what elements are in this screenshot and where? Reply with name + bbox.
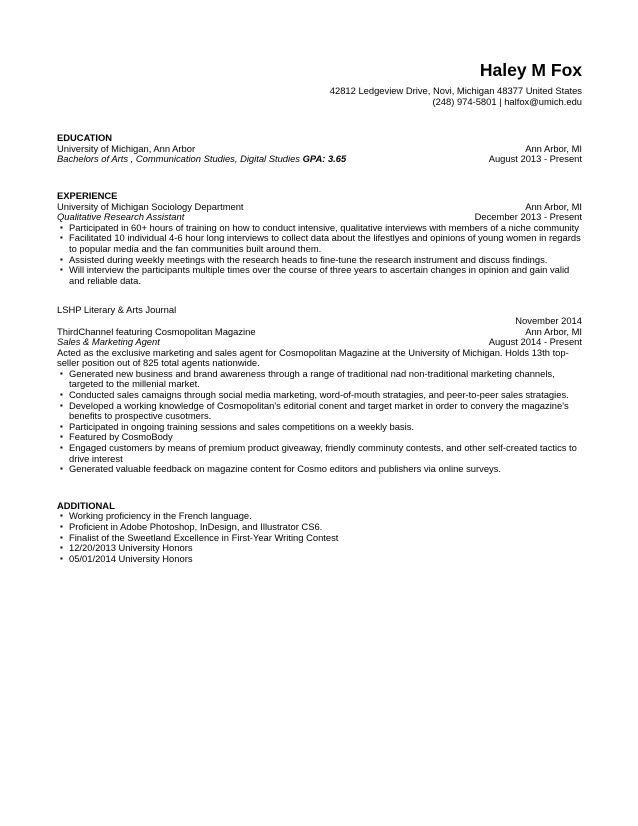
- list-item: ▪ Working proficiency in the French language.: [57, 511, 582, 522]
- list-item: ▪ Generated new business and brand awareness through a range of traditional nad non-traditional marketing channels, targeted to the millenial market.: [57, 369, 582, 390]
- education-heading: EDUCATION: [57, 132, 113, 144]
- school-name: University of Michigan, Ann Arbor: [57, 142, 196, 154]
- experience-heading: EXPERIENCE: [57, 189, 118, 201]
- education-degree-row: [57, 154, 582, 165]
- list-item: ▪ Conducted sales camaigns through social media marketing, word-of-mouth stratagies, and peer-to-peer sales stratagies.: [57, 390, 582, 401]
- lshp-dates: November 2014: [515, 314, 582, 326]
- degree-text: Bachelors of Arts , Communication Studies, Digital Studies: [57, 153, 300, 165]
- list-item: ▪ Developed a working knowledge of Cosmopolitan's editorial conent and target market in order to convery the magazine's benefits to prospective cusotmers.: [57, 401, 582, 422]
- degree-line: [57, 154, 346, 165]
- thirdchannel-org: ThirdChannel featuring Cosmopolitan Magazine: [57, 325, 256, 337]
- job-bullet-list: [57, 223, 582, 287]
- thirdchannel-summary: Acted as the exclusive marketing and sales agent for Cosmopolitan Magazine at the University of Michigan. Holds 13th top-seller position out of 825 total agents nationwide.: [57, 346, 569, 369]
- job-org: University of Michigan Sociology Department: [57, 200, 244, 212]
- job-dates: December 2013 - Present: [474, 211, 582, 223]
- thirdchannel-location: Ann Arbor, MI: [525, 325, 582, 337]
- list-item: ▪ Will interview the participants multiple times over the course of three years to ascertain changes in opinion and gain valid and reliable data.: [57, 265, 582, 286]
- list-item: ▪ Proficient in Adobe Photoshop, InDesign, and Illustrator CS6.: [57, 522, 582, 533]
- candidate-name: Haley M Fox: [479, 60, 582, 80]
- thirdchannel-dates: August 2014 - Present: [488, 336, 582, 348]
- school-location: Ann Arbor, MI: [525, 142, 582, 154]
- job-role: Qualitative Research Assistant: [57, 211, 185, 223]
- list-item: ▪ Generated valuable feedback on magazine content for Cosmo editors and publishers via online surveys.: [57, 464, 582, 475]
- list-item: ▪ 12/20/2013 University Honors: [57, 543, 582, 554]
- education-dates: August 2013 - Present: [488, 153, 582, 165]
- job-location: Ann Arbor, MI: [525, 200, 582, 212]
- thirdchannel-role: Sales & Marketing Agent: [57, 336, 160, 348]
- additional-bullet-list: [57, 511, 582, 564]
- list-item: ▪ Participated in ongoing training sessions and sales competitions on a weekly basis.: [57, 422, 582, 433]
- gpa-text: GPA: 3.65: [302, 153, 347, 165]
- list-item: ▪ Finalist of the Sweetland Excellence in First-Year Writing Contest: [57, 533, 582, 544]
- additional-heading: ADDITIONAL: [57, 499, 115, 511]
- list-item: ▪ 05/01/2014 University Honors: [57, 554, 582, 565]
- list-item: ▪ Engaged customers by means of premium product giveaway, friendly comminuty contests, and other self-created tactics to drive interest: [57, 443, 582, 464]
- resume-page: [57, 60, 582, 564]
- lshp-org: LSHP Literary & Arts Journal: [57, 304, 177, 316]
- list-item: ▪ Participated in 60+ hours of training on how to conduct intensive, qualitative interviews with members of a niche community: [57, 223, 582, 234]
- list-item: ▪ Facilitated 10 individual 4-6 hour long interviews to collect data about the lifestlyes and opinions of young women in regards to popular media and the fan communities built around them.: [57, 233, 582, 254]
- list-item: ▪ Featured by CosmoBody: [57, 432, 582, 443]
- thirdchannel-bullet-list: [57, 369, 582, 475]
- contact-line: (248) 974-5801 | halfox@umich.edu: [432, 95, 582, 107]
- list-item: ▪ Assisted during weekly meetings with the research heads to fine-tune the research instrument and discuss findings.: [57, 255, 582, 266]
- address-line: 42812 Ledgeview Drive, Novi, Michigan 48377 United States: [329, 85, 582, 96]
